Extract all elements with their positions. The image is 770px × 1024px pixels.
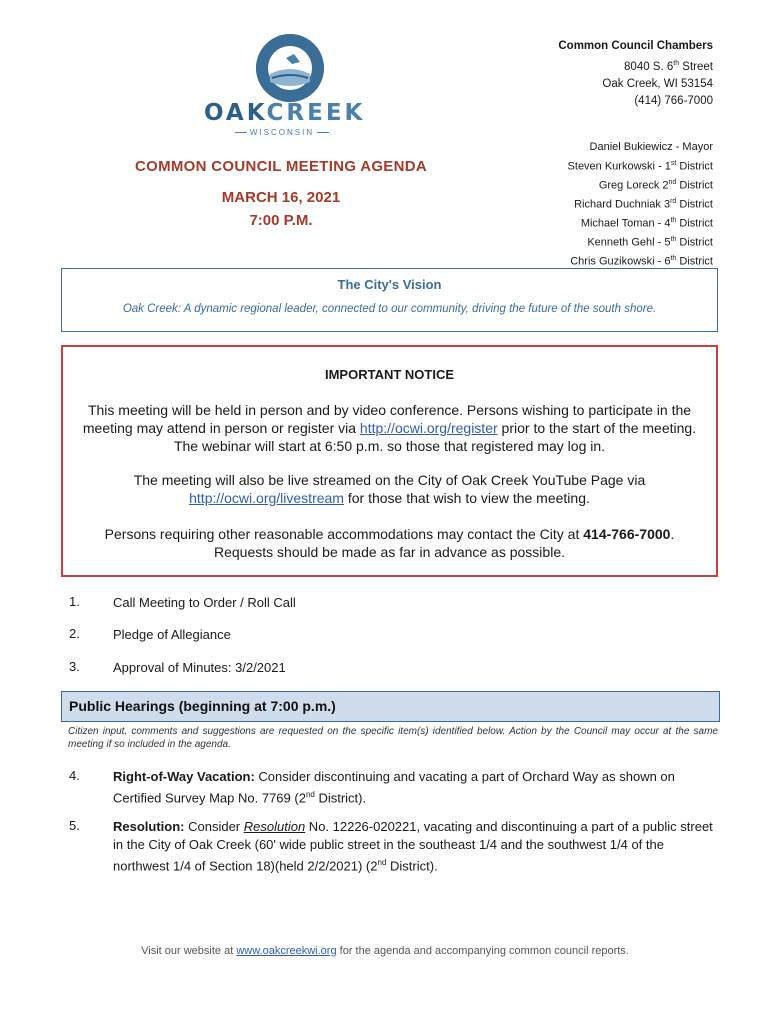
item-3-text: Approval of Minutes: 3/2/2021 [113, 660, 286, 675]
address-line-1: Common Council Chambers [558, 40, 713, 52]
logo-wordmark [204, 100, 374, 126]
register-link[interactable]: http://ocwi.org/register [359, 420, 498, 436]
council-member: Chris Guzikowski - 6th District [570, 255, 713, 268]
item-1-text: Call Meeting to Order / Roll Call [113, 595, 296, 610]
footer-text: Visit our website at www.oakcreekwi.org for the agenda and accompanying common council reports. [141, 945, 629, 957]
council-member: Michael Toman - 4th District [580, 216, 713, 230]
logo-subtitle [222, 128, 342, 137]
vision-box [61, 268, 718, 332]
item-4-number: 4. [69, 768, 80, 783]
council-member: Richard Duchniak 3rd District [574, 197, 713, 211]
council-member: Steven Kurkowski - 1st District [567, 159, 713, 173]
address-block [558, 38, 713, 110]
logo-subtitle-text: WISCONSIN [249, 128, 315, 137]
notice-paragraph-2: The meeting will also be live streamed on the City of Oak Creek YouTube Page via http://ocwi.org/livestream for those that wish to view the meeting. [133, 472, 646, 506]
council-member: Daniel Bukiewicz - Mayor [589, 141, 713, 153]
council-member: Kenneth Gehl - 5th District [587, 236, 713, 249]
item-4-text: Right-of-Way Vacation: Consider discontinuing and vacating a part of Orchard Way as shown on Certified Survey Map No. 7769 (2nd District). [113, 769, 675, 806]
notice-title: IMPORTANT NOTICE [324, 367, 455, 382]
public-hearings-note: Citizen input, comments and suggestions are requested on the specific item(s) identified below. Action by the Council may occur at the same meeting if so included in the agenda. [68, 726, 718, 750]
livestream-link[interactable]: http://ocwi.org/livestream [189, 490, 344, 506]
meeting-title-block [118, 158, 444, 229]
meeting-title: COMMON COUNCIL MEETING AGENDA [134, 158, 428, 175]
address-line-2: 8040 S. 6th Street [624, 60, 713, 73]
item-5-text: Resolution: Consider Resolution No. 12226-020221, vacating and discontinuing a part of a public street in the City of Oak Creek (60' wide public street in the southeast 1/4 and the southwest 1/4 of the northwest 1/4 of Section 18)(held 2/2/2021) (2nd District). [113, 819, 713, 874]
item-2-text: Pledge of Allegiance [113, 627, 231, 642]
council-list [568, 139, 713, 270]
vision-title: The City's Vision [337, 277, 442, 292]
meeting-time: 7:00 P.M. [249, 212, 313, 229]
notice-paragraph-1: This meeting will be held in person and by video conference. Persons wishing to participate in the meeting may attend in person or register via http://ocwi.org/register prior to the start of the meeting. The webinar will start at 6:50 p.m. so those that registered may log in. [82, 402, 697, 454]
public-hearings-header [61, 691, 720, 722]
item-3-number: 3. [69, 659, 80, 674]
notice-paragraph-3: Persons requiring other reasonable accommodations may contact the City at 414-766-7000. Requests should be made as far in advance as possible. [104, 526, 675, 560]
meeting-date: MARCH 16, 2021 [221, 189, 341, 206]
council-member: Greg Loreck 2nd District [598, 178, 713, 192]
item-5-number: 5. [69, 818, 80, 833]
vision-statement: Oak Creek: A dynamic regional leader, connected to our community, driving the future of the south shore. [122, 303, 657, 315]
notice-phone: 414-766-7000 [583, 526, 671, 542]
item-1-number: 1. [69, 594, 80, 609]
logo-word-creek: CREEK [266, 100, 366, 126]
address-line-3: Oak Creek, WI 53154 [602, 77, 713, 90]
public-hearings-title: Public Hearings (beginning at 7:00 p.m.) [69, 698, 336, 714]
address-line-4: (414) 766-7000 [634, 94, 713, 107]
oak-creek-emblem-icon [256, 34, 324, 102]
item-2-number: 2. [69, 626, 80, 641]
logo-word-oak: OAK [204, 100, 267, 126]
important-notice-box [61, 345, 718, 577]
city-logo-emblem [256, 34, 324, 102]
website-link[interactable]: www.oakcreekwi.org [236, 945, 337, 957]
